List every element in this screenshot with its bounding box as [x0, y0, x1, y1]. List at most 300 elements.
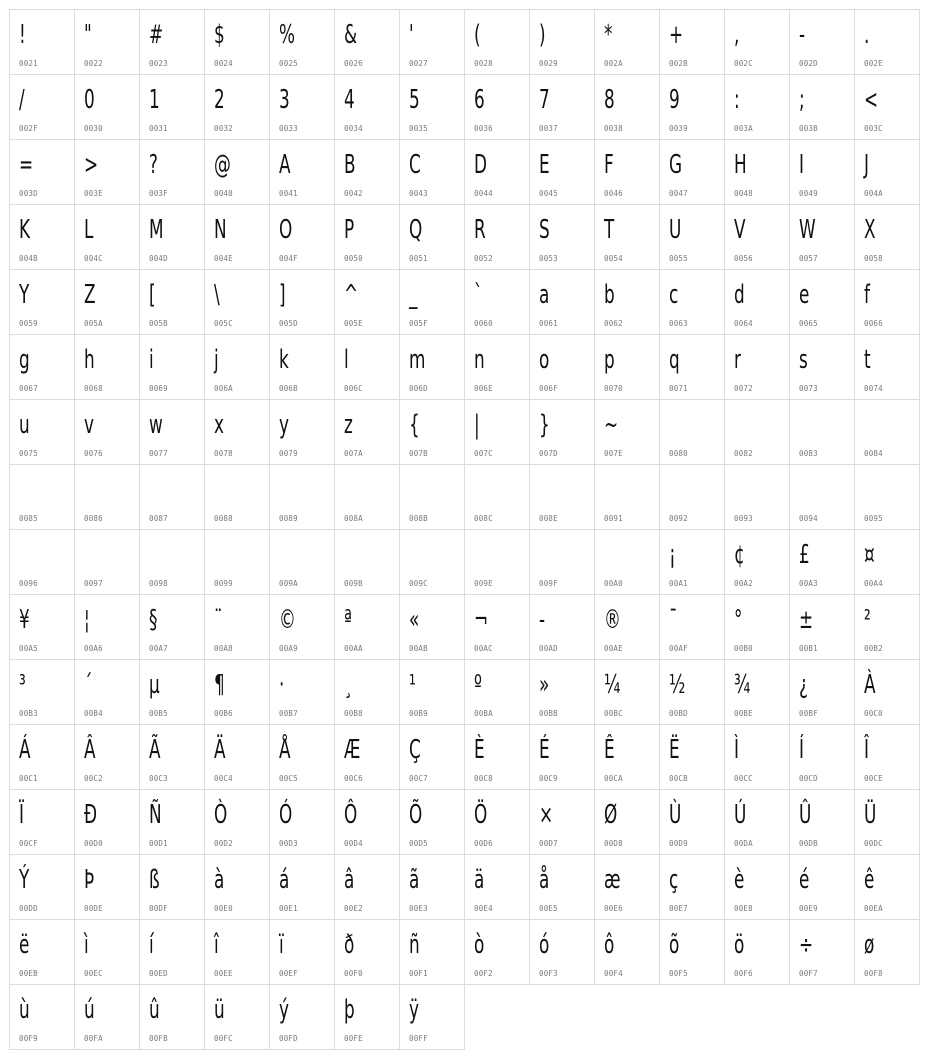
glyph-cell[interactable]: [855, 920, 920, 985]
glyph-cell[interactable]: [530, 920, 595, 985]
glyph-cell[interactable]: [270, 725, 335, 790]
glyph-cell[interactable]: [270, 335, 335, 400]
glyph-cell[interactable]: [790, 75, 855, 140]
glyph-cell[interactable]: [790, 725, 855, 790]
glyph-cell[interactable]: [530, 140, 595, 205]
glyph-cell[interactable]: [660, 270, 725, 335]
glyph-codepoint: 002D: [799, 59, 818, 68]
glyph-cell[interactable]: [270, 75, 335, 140]
glyph-cell[interactable]: [335, 660, 400, 725]
glyph-cell[interactable]: [660, 465, 725, 530]
glyph-cell[interactable]: [855, 335, 920, 400]
glyph-codepoint: 00D8: [604, 839, 623, 848]
glyph-cell[interactable]: [205, 920, 270, 985]
glyph-cell[interactable]: [595, 465, 660, 530]
glyph-cell[interactable]: [335, 10, 400, 75]
glyph-cell[interactable]: [205, 855, 270, 920]
glyph-cell[interactable]: [595, 205, 660, 270]
glyph-cell[interactable]: [75, 595, 140, 660]
glyph-codepoint: 0058: [864, 254, 883, 263]
glyph-codepoint: 0052: [474, 254, 493, 263]
glyph-cell[interactable]: [140, 725, 205, 790]
glyph-char: g: [19, 345, 30, 375]
glyph-char: ³: [19, 670, 26, 700]
glyph-codepoint: 0098: [149, 579, 168, 588]
glyph-codepoint: 0031: [149, 124, 168, 133]
glyph-cell[interactable]: [595, 855, 660, 920]
glyph-cell[interactable]: [790, 270, 855, 335]
glyph-cell[interactable]: [725, 270, 790, 335]
glyph-char: C: [409, 150, 421, 180]
glyph-cell[interactable]: [75, 725, 140, 790]
glyph-cell[interactable]: [400, 920, 465, 985]
glyph-cell[interactable]: [465, 205, 530, 270]
glyph-cell[interactable]: [335, 725, 400, 790]
glyph-codepoint: 00D1: [149, 839, 168, 848]
glyph-cell[interactable]: [530, 335, 595, 400]
glyph-cell[interactable]: [660, 75, 725, 140]
glyph-cell[interactable]: [205, 595, 270, 660]
glyph-cell[interactable]: [75, 660, 140, 725]
glyph-cell[interactable]: [465, 920, 530, 985]
glyph-cell[interactable]: [595, 530, 660, 595]
glyph-cell[interactable]: [10, 725, 75, 790]
glyph-cell[interactable]: [790, 920, 855, 985]
glyph-cell[interactable]: [465, 790, 530, 855]
glyph-cell[interactable]: [270, 270, 335, 335]
glyph-cell[interactable]: [465, 270, 530, 335]
glyph-char: -: [539, 605, 546, 635]
glyph-cell[interactable]: [75, 855, 140, 920]
glyph-cell[interactable]: [855, 400, 920, 465]
glyph-cell[interactable]: [270, 595, 335, 660]
glyph-cell[interactable]: [660, 140, 725, 205]
glyph-char: ·: [279, 670, 285, 700]
glyph-cell[interactable]: [465, 140, 530, 205]
glyph-cell[interactable]: [205, 205, 270, 270]
glyph-cell[interactable]: [205, 335, 270, 400]
glyph-cell[interactable]: [595, 10, 660, 75]
glyph-cell[interactable]: [140, 660, 205, 725]
glyph-codepoint: 0039: [669, 124, 688, 133]
glyph-cell[interactable]: [530, 855, 595, 920]
glyph-char: h: [84, 345, 95, 375]
glyph-cell[interactable]: [75, 140, 140, 205]
glyph-cell[interactable]: [140, 530, 205, 595]
glyph-cell[interactable]: [725, 920, 790, 985]
glyph-codepoint: 0091: [604, 514, 623, 523]
glyph-cell[interactable]: [335, 790, 400, 855]
glyph-codepoint: 00EA: [864, 904, 883, 913]
glyph-cell[interactable]: [530, 660, 595, 725]
glyph-cell[interactable]: [595, 595, 660, 660]
glyph-char: D: [474, 150, 487, 180]
glyph-cell[interactable]: [335, 270, 400, 335]
glyph-codepoint: 0024: [214, 59, 233, 68]
glyph-char: Ù: [669, 800, 682, 830]
glyph-cell[interactable]: [335, 465, 400, 530]
glyph-cell[interactable]: [660, 530, 725, 595]
glyph-cell[interactable]: [400, 400, 465, 465]
glyph-codepoint: 0097: [84, 579, 103, 588]
glyph-cell[interactable]: [595, 400, 660, 465]
glyph-cell[interactable]: [725, 205, 790, 270]
glyph-cell[interactable]: [400, 530, 465, 595]
glyph-cell[interactable]: [595, 270, 660, 335]
glyph-cell[interactable]: [725, 530, 790, 595]
glyph-cell[interactable]: [270, 10, 335, 75]
glyph-codepoint: 00B2: [864, 644, 883, 653]
glyph-cell[interactable]: [400, 75, 465, 140]
glyph-cell[interactable]: [10, 790, 75, 855]
glyph-cell[interactable]: [400, 205, 465, 270]
glyph-codepoint: 0068: [84, 384, 103, 393]
glyph-codepoint: 00B5: [149, 709, 168, 718]
glyph-codepoint: 0029: [539, 59, 558, 68]
glyph-codepoint: 0076: [84, 449, 103, 458]
glyph-cell[interactable]: [270, 985, 335, 1050]
glyph-cell[interactable]: [465, 465, 530, 530]
glyph-cell[interactable]: [140, 140, 205, 205]
glyph-cell[interactable]: [725, 660, 790, 725]
glyph-cell[interactable]: [530, 75, 595, 140]
glyph-cell[interactable]: [205, 725, 270, 790]
glyph-codepoint: 005D: [279, 319, 298, 328]
glyph-char: w: [149, 410, 163, 440]
glyph-cell[interactable]: [660, 920, 725, 985]
glyph-cell[interactable]: [75, 530, 140, 595]
glyph-cell[interactable]: [465, 335, 530, 400]
glyph-cell[interactable]: [465, 400, 530, 465]
glyph-cell[interactable]: [140, 855, 205, 920]
glyph-codepoint: 00C8: [474, 774, 493, 783]
glyph-cell[interactable]: [725, 855, 790, 920]
glyph-cell[interactable]: [140, 10, 205, 75]
glyph-cell[interactable]: [10, 75, 75, 140]
glyph-cell[interactable]: [205, 985, 270, 1050]
glyph-codepoint: 007B: [409, 449, 428, 458]
glyph-cell[interactable]: [530, 465, 595, 530]
glyph-cell[interactable]: [140, 400, 205, 465]
glyph-char: Â: [84, 735, 96, 765]
glyph-codepoint: 0069: [149, 384, 168, 393]
glyph-cell[interactable]: [595, 335, 660, 400]
glyph-cell[interactable]: [10, 205, 75, 270]
glyph-cell[interactable]: [10, 465, 75, 530]
glyph-cell[interactable]: [335, 205, 400, 270]
glyph-cell[interactable]: [790, 790, 855, 855]
glyph-cell[interactable]: [400, 660, 465, 725]
glyph-cell[interactable]: [465, 725, 530, 790]
glyph-char: ¿: [799, 670, 808, 700]
glyph-cell[interactable]: [270, 660, 335, 725]
glyph-cell[interactable]: [660, 205, 725, 270]
glyph-cell[interactable]: [10, 335, 75, 400]
glyph-char: B: [344, 150, 356, 180]
glyph-codepoint: 00D5: [409, 839, 428, 848]
glyph-cell[interactable]: [400, 855, 465, 920]
glyph-codepoint: 007C: [474, 449, 493, 458]
glyph-codepoint: 00F9: [19, 1034, 38, 1043]
glyph-cell[interactable]: [140, 335, 205, 400]
glyph-cell[interactable]: [75, 985, 140, 1050]
glyph-cell[interactable]: [10, 10, 75, 75]
glyph-cell[interactable]: [205, 530, 270, 595]
glyph-cell[interactable]: [140, 985, 205, 1050]
glyph-char: Ã: [149, 735, 161, 765]
glyph-codepoint: 009B: [344, 579, 363, 588]
glyph-cell[interactable]: [140, 465, 205, 530]
glyph-cell[interactable]: [465, 75, 530, 140]
glyph-cell[interactable]: [530, 270, 595, 335]
glyph-cell[interactable]: [790, 10, 855, 75]
glyph-cell[interactable]: [855, 790, 920, 855]
glyph-cell[interactable]: [660, 725, 725, 790]
glyph-cell[interactable]: [790, 855, 855, 920]
glyph-char: ª: [344, 605, 352, 635]
glyph-cell[interactable]: [790, 205, 855, 270]
glyph-cell[interactable]: [790, 335, 855, 400]
glyph-codepoint: 004B: [19, 254, 38, 263]
glyph-cell[interactable]: [595, 140, 660, 205]
glyph-cell[interactable]: [335, 985, 400, 1050]
glyph-cell[interactable]: [855, 140, 920, 205]
glyph-cell[interactable]: [855, 660, 920, 725]
glyph-char: ü: [214, 995, 225, 1025]
glyph-cell[interactable]: [75, 335, 140, 400]
glyph-cell[interactable]: [465, 660, 530, 725]
glyph-char: ^: [344, 280, 359, 310]
glyph-cell[interactable]: [530, 10, 595, 75]
glyph-codepoint: 006E: [474, 384, 493, 393]
glyph-cell[interactable]: [140, 595, 205, 660]
glyph-cell[interactable]: [75, 790, 140, 855]
glyph-cell[interactable]: [530, 205, 595, 270]
glyph-cell[interactable]: [790, 595, 855, 660]
glyph-cell[interactable]: [595, 790, 660, 855]
glyph-cell[interactable]: [75, 920, 140, 985]
glyph-cell[interactable]: [205, 465, 270, 530]
glyph-cell[interactable]: [855, 595, 920, 660]
glyph-cell[interactable]: [660, 790, 725, 855]
glyph-cell[interactable]: [725, 465, 790, 530]
glyph-cell[interactable]: [855, 530, 920, 595]
glyph-cell[interactable]: [10, 270, 75, 335]
glyph-codepoint: 004E: [214, 254, 233, 263]
glyph-cell[interactable]: [725, 790, 790, 855]
glyph-cell[interactable]: [270, 855, 335, 920]
glyph-cell[interactable]: [205, 270, 270, 335]
glyph-cell[interactable]: [335, 920, 400, 985]
glyph-codepoint: 0030: [84, 124, 103, 133]
glyph-char: 3: [279, 85, 290, 115]
glyph-cell[interactable]: [660, 335, 725, 400]
glyph-char: (: [474, 20, 481, 50]
glyph-cell[interactable]: [855, 270, 920, 335]
glyph-cell[interactable]: [10, 140, 75, 205]
glyph-cell[interactable]: [855, 465, 920, 530]
glyph-cell[interactable]: [400, 465, 465, 530]
glyph-cell[interactable]: [400, 10, 465, 75]
glyph-char: !: [19, 20, 26, 50]
glyph-cell[interactable]: [10, 985, 75, 1050]
glyph-codepoint: 00B4: [84, 709, 103, 718]
glyph-cell[interactable]: [660, 400, 725, 465]
glyph-cell[interactable]: [660, 660, 725, 725]
glyph-codepoint: 0080: [669, 449, 688, 458]
glyph-cell[interactable]: [595, 75, 660, 140]
glyph-cell[interactable]: [335, 335, 400, 400]
glyph-cell[interactable]: [790, 400, 855, 465]
glyph-char: î: [214, 930, 219, 960]
glyph-cell[interactable]: [595, 660, 660, 725]
glyph-cell[interactable]: [855, 725, 920, 790]
glyph-cell[interactable]: [270, 140, 335, 205]
glyph-cell[interactable]: [335, 595, 400, 660]
glyph-cell[interactable]: [140, 920, 205, 985]
glyph-codepoint: 00D0: [84, 839, 103, 848]
glyph-cell[interactable]: [725, 10, 790, 75]
glyph-cell[interactable]: [790, 530, 855, 595]
glyph-cell[interactable]: [10, 920, 75, 985]
glyph-char: `: [474, 280, 483, 310]
glyph-cell[interactable]: [75, 270, 140, 335]
glyph-cell[interactable]: [400, 335, 465, 400]
glyph-char: ): [539, 20, 546, 50]
glyph-cell[interactable]: [335, 855, 400, 920]
glyph-cell[interactable]: [270, 465, 335, 530]
glyph-cell[interactable]: [75, 465, 140, 530]
glyph-cell[interactable]: [595, 920, 660, 985]
glyph-char: Î: [864, 735, 869, 765]
glyph-cell[interactable]: [140, 75, 205, 140]
glyph-codepoint: 009A: [279, 579, 298, 588]
glyph-cell[interactable]: [595, 725, 660, 790]
glyph-char: å: [539, 865, 550, 895]
glyph-cell[interactable]: [400, 790, 465, 855]
glyph-cell[interactable]: [400, 725, 465, 790]
glyph-char: °: [734, 605, 743, 635]
glyph-char: R: [474, 215, 486, 245]
glyph-cell[interactable]: [140, 790, 205, 855]
glyph-char: Ô: [344, 800, 358, 830]
glyph-char: Ü: [864, 800, 877, 830]
glyph-cell[interactable]: [725, 400, 790, 465]
glyph-cell[interactable]: [400, 985, 465, 1050]
glyph-codepoint: 0071: [669, 384, 688, 393]
glyph-char: F: [604, 150, 614, 180]
glyph-cell[interactable]: [660, 595, 725, 660]
glyph-cell[interactable]: [465, 10, 530, 75]
glyph-cell[interactable]: [270, 790, 335, 855]
glyph-cell[interactable]: [75, 10, 140, 75]
glyph-cell[interactable]: [855, 855, 920, 920]
glyph-cell[interactable]: [530, 530, 595, 595]
glyph-codepoint: 002C: [734, 59, 753, 68]
glyph-cell[interactable]: [530, 400, 595, 465]
glyph-cell[interactable]: [855, 10, 920, 75]
glyph-cell[interactable]: [660, 10, 725, 75]
glyph-cell[interactable]: [205, 400, 270, 465]
glyph-char: q: [669, 345, 680, 375]
glyph-cell[interactable]: [335, 530, 400, 595]
glyph-cell[interactable]: [725, 335, 790, 400]
glyph-cell[interactable]: [465, 855, 530, 920]
glyph-codepoint: 0045: [539, 189, 558, 198]
glyph-cell[interactable]: [75, 75, 140, 140]
glyph-codepoint: 0078: [214, 449, 233, 458]
glyph-cell[interactable]: [140, 205, 205, 270]
glyph-cell[interactable]: [790, 140, 855, 205]
glyph-codepoint: 0056: [734, 254, 753, 263]
glyph-cell[interactable]: [335, 140, 400, 205]
glyph-cell[interactable]: [725, 140, 790, 205]
glyph-cell[interactable]: [270, 920, 335, 985]
glyph-cell[interactable]: [270, 205, 335, 270]
glyph-codepoint: 00C9: [539, 774, 558, 783]
glyph-char: Ë: [669, 735, 680, 765]
glyph-cell[interactable]: [205, 75, 270, 140]
glyph-codepoint: 0061: [539, 319, 558, 328]
glyph-codepoint: 004A: [864, 189, 883, 198]
glyph-cell[interactable]: [660, 855, 725, 920]
glyph-cell[interactable]: [335, 400, 400, 465]
glyph-cell[interactable]: [855, 75, 920, 140]
glyph-cell[interactable]: [205, 660, 270, 725]
glyph-cell[interactable]: [10, 855, 75, 920]
glyph-cell[interactable]: [530, 725, 595, 790]
glyph-char: ð: [344, 930, 355, 960]
glyph-cell[interactable]: [270, 400, 335, 465]
glyph-cell[interactable]: [335, 75, 400, 140]
glyph-cell[interactable]: [205, 140, 270, 205]
glyph-cell[interactable]: [465, 595, 530, 660]
glyph-codepoint: 0054: [604, 254, 623, 263]
glyph-cell[interactable]: [465, 530, 530, 595]
glyph-cell[interactable]: [205, 10, 270, 75]
glyph-cell[interactable]: [400, 595, 465, 660]
glyph-cell[interactable]: [790, 660, 855, 725]
glyph-codepoint: 0066: [864, 319, 883, 328]
glyph-cell[interactable]: [725, 595, 790, 660]
glyph-cell[interactable]: [75, 400, 140, 465]
glyph-cell[interactable]: [725, 725, 790, 790]
glyph-codepoint: 0034: [344, 124, 363, 133]
glyph-cell[interactable]: [400, 270, 465, 335]
glyph-cell[interactable]: [270, 530, 335, 595]
glyph-cell[interactable]: [530, 790, 595, 855]
glyph-cell[interactable]: [530, 595, 595, 660]
glyph-cell[interactable]: [10, 530, 75, 595]
glyph-cell[interactable]: [140, 270, 205, 335]
glyph-cell[interactable]: [75, 205, 140, 270]
glyph-char: 7: [539, 85, 550, 115]
glyph-char: 1: [149, 85, 160, 115]
glyph-cell[interactable]: [10, 400, 75, 465]
glyph-cell[interactable]: [855, 205, 920, 270]
glyph-cell[interactable]: [10, 595, 75, 660]
glyph-cell[interactable]: [10, 660, 75, 725]
glyph-char: ²: [864, 605, 871, 635]
glyph-codepoint: 0085: [19, 514, 38, 523]
glyph-char: ×: [539, 800, 554, 830]
glyph-cell[interactable]: [400, 140, 465, 205]
glyph-cell[interactable]: [790, 465, 855, 530]
glyph-codepoint: 004C: [84, 254, 103, 263]
glyph-cell[interactable]: [725, 75, 790, 140]
glyph-cell[interactable]: [205, 790, 270, 855]
glyph-codepoint: 00EB: [19, 969, 38, 978]
